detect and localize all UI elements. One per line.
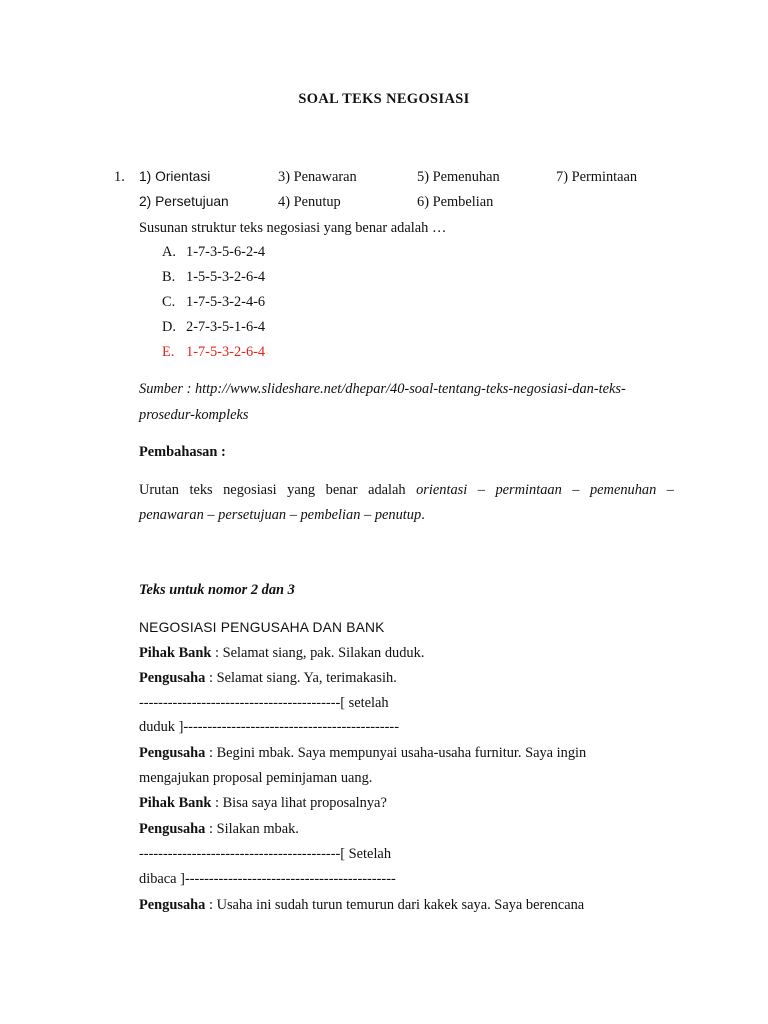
dialogue-line [139, 695, 389, 712]
source-line-1: Sumber : http://www.slideshare.net/dhepar/40-soal-tentang-teks-negosiasi-dan-teks- [139, 381, 626, 397]
structure-item: 6) Pembelian [417, 194, 494, 210]
text-section-heading: Teks untuk nomor 2 dan 3 [139, 582, 295, 598]
stage-direction: duduk ]--------------------------------------------- [139, 719, 400, 735]
option-text: 1-7-3-5-6-2-4 [186, 244, 266, 260]
dialogue-line [139, 670, 397, 687]
utterance: : Silakan mbak. [205, 821, 299, 837]
option-text: 2-7-3-5-1-6-4 [186, 319, 266, 335]
dialogue-line [139, 871, 396, 888]
stage-direction: dibaca ]-------------------------------------------- [139, 871, 396, 887]
option-text: 1-5-5-3-2-6-4 [186, 269, 266, 285]
stage-direction: ------------------------------------------[ setelah [139, 695, 389, 711]
dialogue-line [139, 846, 391, 863]
discussion-line-2 [139, 507, 425, 524]
source-line-2: prosedur-kompleks [139, 407, 249, 423]
utterance: : Usaha ini sudah turun temurun dari kakek saya. Saya berencana [205, 897, 585, 913]
utterance: : Begini mbak. Saya mempunyai usaha-usaha furnitur. Saya ingin [205, 745, 587, 761]
question-text: Susunan struktur teks negosiasi yang benar adalah … [139, 220, 447, 236]
utterance: : Selamat siang. Ya, terimakasih. [205, 670, 397, 686]
speaker: Pihak Bank [139, 795, 212, 811]
option-letter: A. [162, 244, 176, 260]
structure-item: 3) Penawaran [278, 169, 357, 185]
option-c [162, 294, 265, 311]
option-letter: B. [162, 269, 176, 285]
structure-item: 5) Pemenuhan [417, 169, 500, 185]
option-e-correct-answer [162, 344, 265, 361]
speaker: Pihak Bank [139, 645, 212, 661]
structure-item: 4) Penutup [278, 194, 341, 210]
discussion-italic: penawaran – persetujuan – pembelian – penutup [139, 507, 422, 523]
discussion-line-1 [139, 482, 674, 499]
speaker: Pengusaha [139, 745, 206, 761]
dialogue-line [139, 645, 424, 662]
option-letter: D. [162, 319, 176, 335]
option-text: 1-7-5-3-2-4-6 [186, 294, 266, 310]
dialogue-line [139, 821, 299, 838]
document-title: SOAL TEKS NEGOSIASI [298, 91, 470, 107]
dialogue-line [139, 719, 399, 736]
option-d [162, 319, 265, 336]
stage-direction: ------------------------------------------[ Setelah [139, 846, 392, 862]
story-title: NEGOSIASI PENGUSAHA DAN BANK [139, 620, 385, 635]
option-b [162, 269, 265, 286]
structure-item: 2) Persetujuan [139, 194, 229, 209]
structure-item: 1) Orientasi [139, 169, 211, 184]
option-a [162, 244, 265, 261]
structure-list-row-1 [139, 169, 695, 186]
speaker: Pengusaha [139, 897, 206, 913]
discussion-heading: Pembahasan : [139, 444, 226, 460]
dialogue-line [139, 795, 387, 812]
utterance: mengajukan proposal peminjaman uang. [139, 770, 373, 786]
question-number: 1. [114, 169, 125, 185]
discussion-text: Urutan teks negosiasi yang benar adalah [139, 482, 417, 498]
utterance: : Selamat siang, pak. Silakan duduk. [211, 645, 425, 661]
option-letter: C. [162, 294, 176, 310]
utterance: : Bisa saya lihat proposalnya? [211, 795, 387, 811]
speaker: Pengusaha [139, 821, 206, 837]
option-letter: E. [162, 344, 175, 360]
speaker: Pengusaha [139, 670, 206, 686]
structure-list-row-2 [139, 194, 556, 211]
dialogue-line [139, 745, 586, 762]
discussion-italic: orientasi – permintaan – pemenuhan – [416, 482, 674, 498]
discussion-end: . [421, 507, 425, 523]
dialogue-line [139, 897, 584, 914]
structure-item: 7) Permintaan [556, 169, 638, 185]
option-text: 1-7-5-3-2-6-4 [186, 344, 266, 360]
dialogue-line [139, 770, 372, 787]
